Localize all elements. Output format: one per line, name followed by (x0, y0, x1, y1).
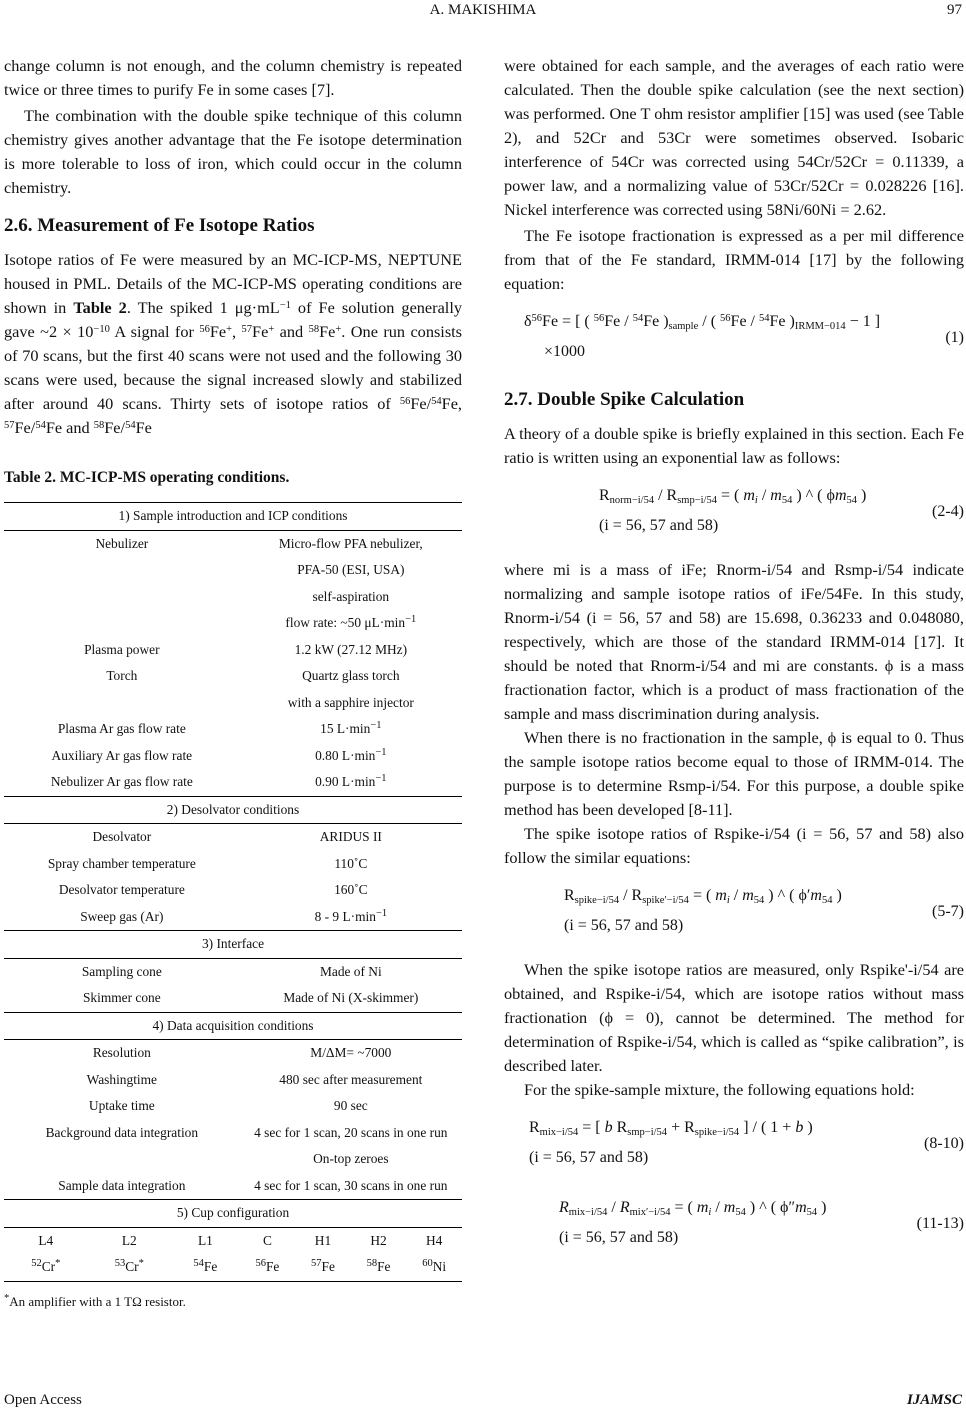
table-caption: Table 2. MC-ICP-MS operating conditions. (4, 469, 290, 486)
cup-row: L4 L2 L1 C H1 H2 H4 (38, 1232, 443, 1248)
equation-number: (1) (945, 329, 964, 346)
left-column (4, 54, 462, 1314)
section-heading: 2.6. Measurement of Fe Isotope Ratios (4, 215, 315, 236)
page-number: 97 (947, 2, 962, 18)
paragraph: The spike isotope ratios of Rspike-i/54 (i = 56, 57 and 58) also follow the similar equations: (504, 824, 964, 867)
paragraph: When there is no fractionation in the sample, ϕ is equal to 0. Thus the sample isotope ratios become equal to those of IRMM-014. The purpose is to determine Rsmp-i/54. For this purpose, a double spike method has been developed [8-11]. (504, 728, 964, 819)
equation-number: (2-4) (932, 503, 964, 520)
table-section-header: 4) Data acquisition conditions (4, 1012, 462, 1040)
right-column (504, 54, 964, 1270)
isotope-row: $^{52}$Cr* $^{53}$Cr* $^{54}$Fe $^{56}$Fe $^{57}$Fe $^{58}$Fe $^{60}$Ni (4, 1254, 462, 1281)
footer-open-access: Open Access (4, 1392, 82, 1408)
equation-8-10: $R_{mix-i/54}$ = [ b $R_{smp-i/54} + R_{spike-i/54}$ ] / ( 1 + b ) (i = 56, 57 and 58) (8-10) (529, 1119, 964, 1166)
paragraph: Isotope ratios of Fe were measured by an MC-ICP-MS, NEPTUNE housed in PML. Details of the MC-ICP-MS operating conditions are shown in Table 2. The spiked 1 $\mu g\cdot mL^{-1}$ of Fe solution generally gave ~2 × $10^{-10}$ A signal for $^{56}$Fe+, $^{57}$Fe+ and $^{58}$Fe+. One run consists of 70 scans, but the first 40 scans were not used and the following 30 scans were used, because the signal increased slowly and stabilized after around 40 scans. Thirty sets of isotope ratios of $^{56}$Fe/$^{54}$Fe, $^{57}$Fe/$^{54}$Fe and $^{58}$Fe/$^{54}$Fe (4, 250, 463, 437)
table-section-header: 1) Sample introduction and ICP conditions (4, 503, 462, 531)
table-section-header: 3) Interface (4, 931, 462, 959)
operating-conditions-table: 1) Sample introduction and ICP conditions Nebulizer Micro-flow PFA nebulizer, PFA-50 (ESI, USA) self-aspiration flow rate: ~50 $\mu L\cdot\min^{-1}$ Plasma power 1.2 kW (27.12 MHz) Torch Quartz glass torch with a sapphire injector Plasma Ar gas flow rate 15 $L\cdot\min^{-1}$ Auxiliary Ar gas flow rate 0.80 $L\cdot\min^{-1}$ Nebulizer Ar gas flow rate 0.90 $L\cdot\min^{-1}$ 2) Desolvator conditions Desolvator ARIDUS II Spray chamber temperature 110˚C Desolvator temperature 160˚C Sweep gas (Ar) 8 - 9 $L\cdot\min^{-1}$ 3) Interface Sampling cone Made of Ni Skimmer cone Made of Ni (X-skimmer) 4) Data acquisition conditions Resolution M/ΔM= ~7000 Washingtime 480 sec after measurement Uptake time 90 sec Background data integration 4 sec for 1 scan, 20 scans in one run On-top zeroes Sample data integration 4 sec for 1 scan, 30 scans in one run 5) Cup configuration L4 L2 L1 C H1 H2 H4 $^{52}$Cr* $^{53}$Cr* $^{54}$Fe $^{56}$Fe $^{57}$Fe $^{58}$Fe $^{60}$Ni (4, 502, 462, 1282)
section-heading: 2.7. Double Spike Calculation (504, 389, 745, 410)
footer-journal: IJAMSC (906, 1392, 962, 1408)
equation-1: $\delta^{56}Fe$ = [ ( $^{56}$Fe / $^{54}$Fe )$_{sample}$ / ( $^{56}$Fe / $^{54}$Fe )$_{IRMM-014} - 1$ ] ×1000 (1) (524, 313, 964, 360)
equation-2-4: $R_{norm-i/54} / R_{smp-i/54}$ = ( $m_i / m_{54}$ ) ^ ( $\phi m_{54}$ ) (i = 56, 57 and 58) (2-4) (599, 487, 964, 534)
table-section-header: 2) Desolvator conditions (4, 796, 462, 824)
equation-number: (5-7) (932, 903, 964, 920)
paragraph: The Fe isotope fractionation is expressed as a per mil difference from that of the Fe standard, IRMM-014 [17] by the following equation: (504, 226, 964, 293)
paragraph: change column is not enough, and the column chemistry is repeated twice or three times to purify Fe in some cases [7]. (4, 56, 462, 99)
paragraph: A theory of a double spike is briefly explained in this section. Each Fe ratio is written using an exponential law as follows: (504, 424, 964, 467)
table-section-header: 5) Cup configuration (4, 1200, 462, 1228)
paragraph: were obtained for each sample, and the averages of each ratio were calculated. Then the double spike calculation (see the next section) was performed. One T ohm resistor amplifier [15] was used (see Table 2), and 52Cr and 53Cr were sometimes observed. Isobaric interference of 54Cr was corrected using 54Cr/52Cr = 0.11339, a power law, and a normalizing value of 53Cr/52Cr = 0.028226 [16]. Nickel interference was corrected using 58Ni/60Ni = 2.62. (504, 56, 964, 219)
paragraph: For the spike-sample mixture, the following equations hold: (524, 1080, 915, 1099)
equation-5-7: $R_{spike-i/54} / R_{spike'-i/54}$ = ( $m_i / m_{54}$ ) ^ ( $\phi'm_{54}$ ) (i = 56, 57 and 58) (5-7) (564, 887, 964, 934)
paragraph: When the spike isotope ratios are measured, only Rspike'-i/54 are obtained, and Rspike-i/54, which are isotope ratios without mass fractionation (ϕ = 0), cannot be determined. The method for determination of Rspike-i/54, which is called as “spike calibration”, is described later. (504, 960, 964, 1075)
equation-11-13: $R_{mix-i/54} / R_{mix'-i/54}$ = ( $m_i / m_{54}$ ) ^ ( $\phi''m_{54}$ ) (i = 56, 57 and 58) (11-13) (559, 1199, 964, 1246)
equation-number: (8-10) (924, 1135, 964, 1152)
table-footnote: *An amplifier with a 1 TΩ resistor. (4, 1292, 186, 1309)
paragraph: where mi is a mass of iFe; Rnorm-i/54 and Rsmp-i/54 indicate normalizing and sample isotope ratios of iFe/54Fe. In this study, Rnorm-i/54 (i = 56, 57 and 58) are 15.698, 0.36233 and 0.048080, respectively, which are those of the standard IRMM-014 [17]. It should be noted that Rnorm-i/54 and mi are constants. ϕ is a mass fractionation factor, which is a product of mass fractionation of the sample and mass discrimination during analysis. (504, 560, 964, 723)
paragraph: The combination with the double spike technique of this column chemistry gives another advantage that the Fe isotope determination is more tolerable to loss of iron, which could occur in the column chemistry. (4, 106, 462, 197)
equation-number: (11-13) (916, 1215, 964, 1232)
running-header (0, 2, 966, 24)
header-author: A. MAKISHIMA (429, 2, 537, 18)
